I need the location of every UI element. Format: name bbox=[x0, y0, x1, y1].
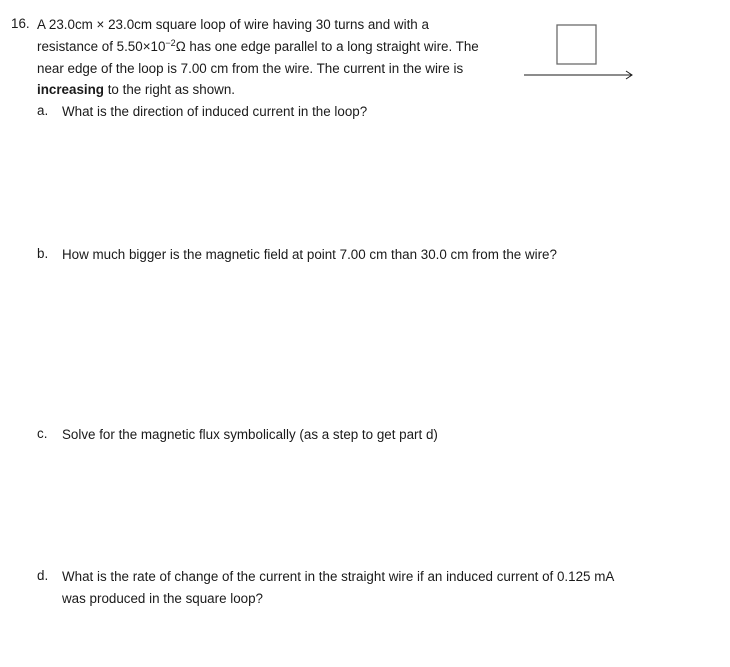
stem-line-2-post: Ω has one edge parallel to a long straight wire. The bbox=[175, 39, 479, 54]
stem-line-3: near edge of the loop is 7.00 cm from the wire. The current in the wire is bbox=[37, 61, 464, 76]
part-d-label: d. bbox=[37, 568, 49, 583]
stem-line-4 bbox=[37, 81, 235, 99]
part-a-label: a. bbox=[37, 103, 49, 118]
exponent: −2 bbox=[165, 38, 176, 48]
part-c-label: c. bbox=[37, 426, 48, 441]
part-a-question: What is the direction of induced current in the loop? bbox=[62, 104, 368, 119]
problem-number: 16. bbox=[11, 16, 30, 31]
square-loop bbox=[557, 25, 596, 64]
emphasis-increasing: increasing bbox=[37, 82, 104, 97]
part-b-label: b. bbox=[37, 246, 49, 261]
part-d-question-line-1: What is the rate of change of the current in the straight wire if an induced current of 0.125 mA bbox=[62, 569, 615, 584]
stem-line-2 bbox=[37, 38, 479, 56]
stem-line-2-pre: resistance of 5.50×10 bbox=[37, 39, 166, 54]
stem-line-4-rest: to the right as shown. bbox=[103, 82, 235, 97]
loop-and-wire-figure bbox=[520, 20, 640, 90]
part-d-question-line-2: was produced in the square loop? bbox=[62, 591, 263, 606]
stem-line-1: A 23.0cm × 23.0cm square loop of wire having 30 turns and with a bbox=[37, 17, 429, 32]
part-b-question: How much bigger is the magnetic field at point 7.00 cm than 30.0 cm from the wire? bbox=[62, 247, 557, 262]
part-c-question: Solve for the magnetic flux symbolically (as a step to get part d) bbox=[62, 427, 438, 442]
